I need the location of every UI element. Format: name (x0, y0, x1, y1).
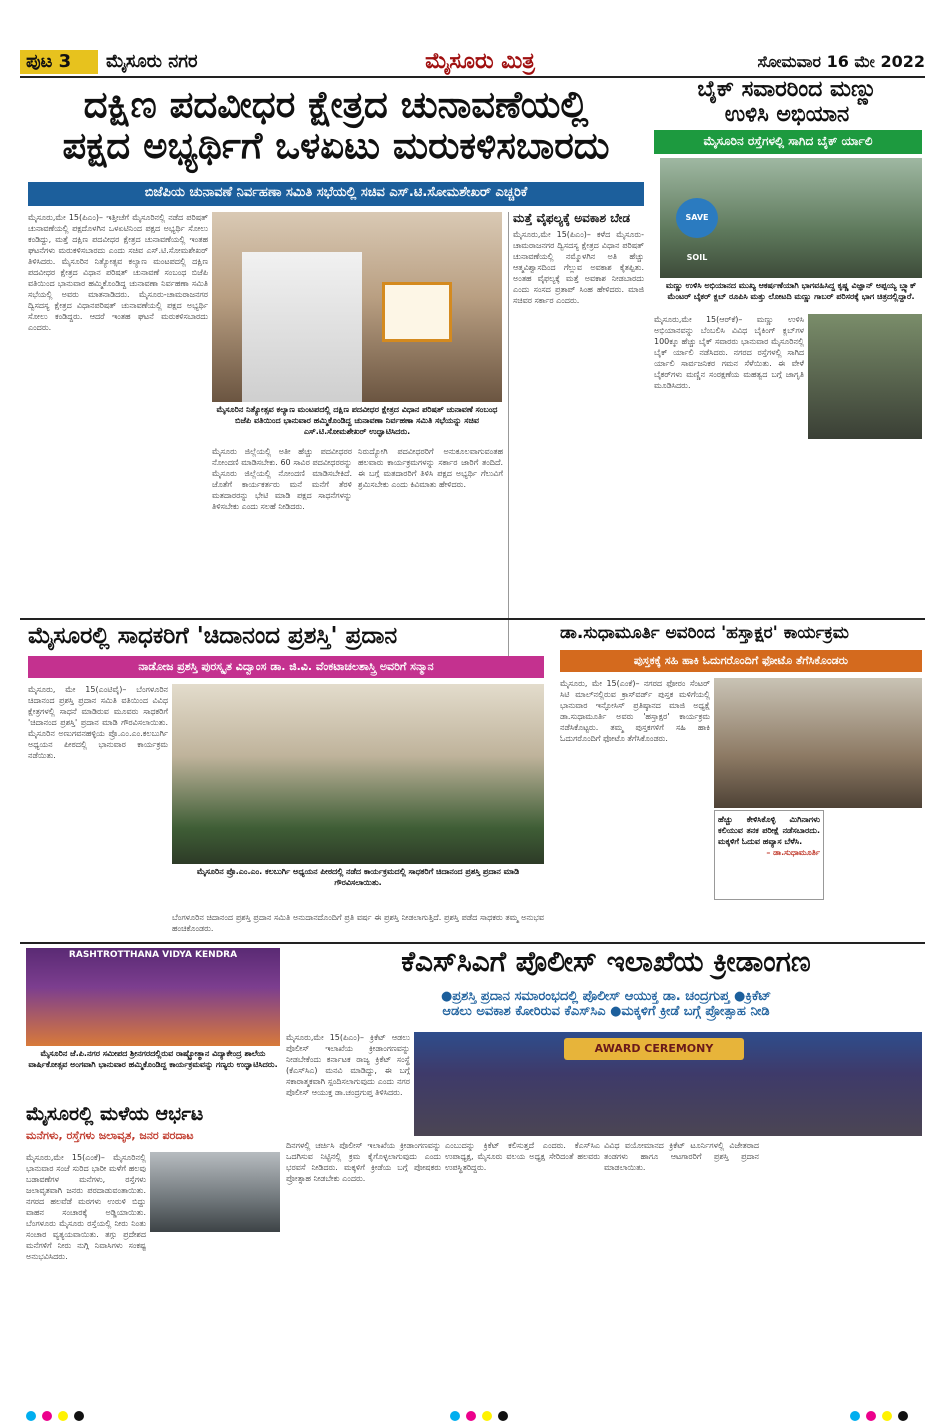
chidananda-headline: ಮೈಸೂರಲ್ಲಿ ಸಾಧಕರಿಗೆ 'ಚಿದಾನಂದ ಪ್ರಶಸ್ತಿ' ಪ್ರದಾನ (28, 623, 398, 649)
lead-body-col1: ಮೈಸೂರು,ಮೇ 15(ಪಿಎಂ)– ಇತ್ತೀಚೆಗೆ ಮೈಸೂರಿನಲ್ಲಿ ನಡೆದ ಪರಿಷತ್ ಚುನಾವಣೆಯಲ್ಲಿ ಪಕ್ಷದೊಳಗಿನ ಒಳಏಟಿನಿಂದ ಪಕ್ಷದ ಅಭ್ಯರ್ಥಿ ಸೋಲು ಕಂಡಿದ್ದು, ಮತ್ತೆ ದಕ್ಷಿಣ ಪದವೀಧರ ಕ್ಷೇತ್ರದ ಚುನಾವಣೆಯಲ್ಲಿ ಇಂತಹ ಘಟನೆಗಳು ಮರುಕಳಿಸಬಾರದು ಎಂದು ಸಚಿವ ಎಸ್.ಟಿ.ಸೋಮಶೇಖರ್ ತಿಳಿಸಿದರು. ಮೈಸೂರಿನ ನಿತ್ಯೋತ್ಸವ ಕಲ್ಯಾಣ ಮಂಟಪದಲ್ಲಿ ದಕ್ಷಿಣ ಪದವೀಧರ ಕ್ಷೇತ್ರದ ವಿಧಾನ ಪರಿಷತ್ ಚುನಾವಣೆ ಸಂಬಂಧ ಬಿಜೆಪಿ ವತಿಯಿಂದ ಭಾನುವಾರ ಹಮ್ಮಿಕೊಂಡಿದ್ದ ಚುನಾವಣಾ ನಿರ್ವಹಣಾ ಸಮಿತಿ ಸಭೆಯಲ್ಲಿ ಅವರು ಮಾತನಾಡಿದರು. ಮೈಸೂರು-ಚಾಮರಾಜನಗರ ದ್ವಿಸದಸ್ಯ ಕ್ಷೇತ್ರದ ವಿಧಾನಪರಿಷತ್ ಚುನಾವಣೆಯಲ್ಲಿ ಪಕ್ಷದ ಅಭ್ಯರ್ಥಿ ಸೋಲು ಕಂಡಿದ್ದರು. ಆದರೆ ಇಂತಹ ಘಟನೆ ಮರುಕಳಿಸಬಾರದು ಎಂದರು. (28, 213, 208, 332)
kids-banner: RASHTROTTHANA VIDYA KENDRA (68, 950, 238, 960)
sudha-photo (714, 678, 922, 808)
issue-date: ಸೋಮವಾರ 16 ಮೇ 2022 (757, 52, 925, 71)
bike-headline-line2: ಉಳಿಸಿ ಅಭಿಯಾನ (724, 101, 850, 127)
award-banner: AWARD CEREMONY (564, 1038, 744, 1060)
police-body-col3: ಎಂಬುದನ್ನು ಕ್ರಿಕೆಟ್ ಕಲಿಸುತ್ತದೆ ಎಂದರು. ಕೆಎಸ್‌ಸಿಎ ಉಪಾಧ್ಯಕ್ಷ, ಮೈಸೂರು ವಲಯ ಅಧ್ಯಕ್ಷ ಸೇರಿದಂತೆ ಹಲವರು ಉಪಸ್ಥಿತರಿದ್ದರು. (445, 1141, 600, 1172)
chidananda-photo-caption: ಮೈಸೂರಿನ ಪ್ರೊ.ಎಂ.ಎಂ. ಕಲಬುರ್ಗಿ ಅಧ್ಯಯನ ಪೀಠದಲ್ಲಿ ನಡೆದ ಕಾರ್ಯಕ್ರಮದಲ್ಲಿ ಸಾಧಕರಿಗೆ ಚಿದಾನಂದ ಪ್ರಶಸ್ತಿ ಪ್ರದಾನ ಮಾಡಿ ಗೌರವಿಸಲಾಯಿತು. (196, 867, 520, 887)
chidananda-body-col1: ಮೈಸೂರು, ಮೇ 15(ಎಂಟಿವೈ)– ಬೆಂಗಳೂರಿನ ಚಿದಾನಂದ ಪ್ರಶಸ್ತಿ ಪ್ರದಾನ ಸಮಿತಿ ವತಿಯಿಂದ ವಿವಿಧ ಕ್ಷೇತ್ರಗಳಲ್ಲಿ ಸಾಧನೆ ಮಾಡಿರುವ ಮೂವರು ಸಾಧಕರಿಗೆ 'ಚಿದಾನಂದ ಪ್ರಶಸ್ತಿ' ಪ್ರದಾನ ಮಾಡಿ ಗೌರವಿಸಲಾಯಿತು. ಮೈಸೂರಿನ ಅಣುಗವನಹಳ್ಳಿಯ ಪ್ರೊ.ಎಂ.ಎಂ.ಕಲಬುರ್ಗಿ ಅಧ್ಯಯನ ಪೀಠದಲ್ಲಿ ಭಾನುವಾರ ಕಾರ್ಯಕ್ರಮ ನಡೆಯಿತು. (28, 685, 168, 760)
sudha-quote-box (714, 810, 824, 900)
police-award-photo (414, 1032, 922, 1136)
page-number: ಪುಟ 3 (20, 50, 98, 74)
kids-event-photo (26, 948, 280, 1046)
chidananda-body-col2: ಬೆಂಗಳೂರಿನ ಚಿದಾನಂದ ಪ್ರಶಸ್ತಿ ಪ್ರದಾನ ಸಮಿತಿ ಅನುದಾನದೊಂದಿಗೆ ಪ್ರತಿ ವರ್ಷ ಈ ಪ್ರಶಸ್ತಿ ನೀಡಲಾಗುತ್ತಿದೆ. ಪ್ರಶಸ್ತಿ ಪಡೆದ ಸಾಧಕರು ತಮ್ಮ ಅನುಭವ ಹಂಚಿಕೊಂಡರು. (172, 913, 544, 933)
bike-subhead: ಮೈಸೂರಿನ ರಸ್ತೆಗಳಲ್ಲಿ ಸಾಗಿದ ಬೈಕ್ ರ್ಯಾಲಿ (654, 130, 922, 154)
rain-body: ಮೈಸೂರು,ಮೇ 15(ಎಂಕೆ)– ಮೈಸೂರಿನಲ್ಲಿ ಭಾನುವಾರ ಸಂಜೆ ಸುರಿದ ಭಾರೀ ಮಳೆಗೆ ಹಲವು ಬಡಾವಣೆಗಳ ಮನೆಗಳು, ರಸ್ತೆಗಳು ಜಲಾವೃತವಾಗಿ ಜನರು ಪರದಾಡುವಂತಾಯಿತು. ನಗರದ ಹಲವೆಡೆ ಮರಗಳು ಉರುಳಿ ಬಿದ್ದು ವಾಹನ ಸಂಚಾರಕ್ಕೆ ಅಡ್ಡಿಯಾಯಿತು. ಬೆಂಗಳೂರು ಮೈಸೂರು ರಸ್ತೆಯಲ್ಲಿ ನೀರು ನಿಂತು ಸಂಚಾರ ವ್ಯತ್ಯಯವಾಯಿತು. ತಗ್ಗು ಪ್ರದೇಶದ ಮನೆಗಳಿಗೆ ನೀರು ನುಗ್ಗಿ ನಿವಾಸಿಗಳು ಸಂಕಷ್ಟ ಅನುಭವಿಸಿದರು. (26, 1153, 146, 1261)
lead-photo-caption: ಮೈಸೂರಿನ ನಿತ್ಯೋತ್ಸವ ಕಲ್ಯಾಣ ಮಂಟಪದಲ್ಲಿ ದಕ್ಷಿಣ ಪದವೀಧರ ಕ್ಷೇತ್ರದ ವಿಧಾನ ಪರಿಷತ್ ಚುನಾವಣೆ ಸಂಬಂಧ ಬಿಜೆಪಿ ವತಿಯಿಂದ ಭಾನುವಾರ ಹಮ್ಮಿಕೊಂಡಿದ್ದ ಚುನಾವಣಾ ನಿರ್ವಹಣಾ ಸಮಿತಿ ಸಭೆಯನ್ನು ಸಚಿವ ಎಸ್.ಟಿ.ಸೋಮಶೇಖರ್ ಉದ್ಘಾಟಿಸಿದರು. (216, 405, 498, 436)
sudha-subhead: ಪುಸ್ತಕಕ್ಕೆ ಸಹಿ ಹಾಕಿ ಓದುಗರೊಂದಿಗೆ ಫೋಟೊ ತೆಗೆಸಿಕೊಂಡರು (560, 650, 922, 672)
police-subhead-2: ಆಡಲು ಅವಕಾಶ ಕೋರಿರುವ ಕೆಎಸ್‌ಸಿಎ ●ಮಕ್ಕಳಿಗೆ ಕ್ರೀಡೆ ಬಗ್ಗೆ ಪ್ರೋತ್ಸಾಹ ನೀಡಿ (442, 1003, 770, 1019)
registration-dots-right (850, 1406, 940, 1418)
sidebar-headline: ಮತ್ತೆ ವೈಫಲ್ಯಕ್ಕೆ ಅವಕಾಶ ಬೇಡ (513, 211, 630, 225)
registration-dots-left (26, 1406, 126, 1418)
police-body-col2: ದಿನಗಳಲ್ಲಿ ಚರ್ಚಿಸಿ ಪೊಲೀಸ್ ಇಲಾಖೆಯ ಕ್ರೀಡಾಂಗಣವನ್ನು ಒದಗಿಸುವ ನಿಟ್ಟಿನಲ್ಲಿ ಕ್ರಮ ಕೈಗೊಳ್ಳಲಾಗುವುದು ಎಂದು ಭರವಸೆ ನೀಡಿದರು. ಮಕ್ಕಳಿಗೆ ಕ್ರೀಡೆಯ ಬಗ್ಗೆ ಪೋಷಕರು ಪ್ರೋತ್ಸಾಹ ನೀಡಬೇಕು ಎಂದರು. (286, 1141, 441, 1183)
save-soil-sign: SAVE SOIL (676, 198, 718, 238)
lead-headline (30, 84, 642, 180)
bike-headline (652, 78, 922, 136)
lead-body-col3: ನಿರುದ್ಯೋಗಿ ಪದವೀಧರರಿಗೆ ಅನುಕೂಲವಾಗುವಂತಹ ಹಲವಾರು ಕಾರ್ಯಕ್ರಮಗಳನ್ನು ಸರ್ಕಾರ ಜಾರಿಗೆ ತಂದಿದೆ. ಈ ಬಗ್ಗೆ ಮತದಾರರಿಗೆ ತಿಳಿಸಿ ಪಕ್ಷದ ಅಭ್ಯರ್ಥಿ ಗೆಲುವಿಗೆ ಶ್ರಮಿಸಬೇಕು ಎಂದು ಕಿವಿಮಾತು ಹೇಳಿದರು. (358, 447, 503, 489)
section-name: ಮೈಸೂರು ನಗರ (106, 51, 198, 72)
rain-photo (150, 1152, 280, 1232)
masthead (20, 48, 925, 78)
lead-photo (212, 212, 502, 402)
bike-body: ಮೈಸೂರು,ಮೇ 15(ಆರ್‌ಕೆ)– ಮಣ್ಣು ಉಳಿಸಿ ಅಭಿಯಾನವನ್ನು ಬೆಂಬಲಿಸಿ ವಿವಿಧ ಬೈಕಿಂಗ್ ಕ್ಲಬ್‌ಗಳ 100ಕ್ಕೂ ಹೆಚ್ಚು ಬೈಕ್ ಸವಾರರು ಭಾನುವಾರ ಮೈಸೂರಿನಲ್ಲಿ ಬೈಕ್ ರ್ಯಾಲಿ ನಡೆಸಿದರು. ನಗರದ ರಸ್ತೆಗಳಲ್ಲಿ ಸಾಗಿದ ರ್ಯಾಲಿ ಸಾರ್ವಜನಿಕರ ಗಮನ ಸೆಳೆಯಿತು. ಈ ವೇಳೆ ಬೈಕರ್‌ಗಳು ಮಣ್ಣಿನ ಸಂರಕ್ಷಣೆಯ ಮಹತ್ವದ ಬಗ್ಗೆ ಜಾಗೃತಿ ಮೂಡಿಸಿದರು. (654, 315, 804, 390)
portrait-frame (382, 282, 452, 342)
police-body-col1: ಮೈಸೂರು,ಮೇ 15(ಪಿಎಂ)– ಕ್ರಿಕೆಟ್ ಆಡಲು ಪೊಲೀಸ್ ಇಲಾಖೆಯ ಕ್ರೀಡಾಂಗಣವನ್ನು ನೀಡಬೇಕೆಂದು ಕರ್ನಾಟಕ ರಾಜ್ಯ ಕ್ರಿಕೆಟ್ ಸಂಸ್ಥೆ (ಕೆಎಸ್‌ಸಿಎ) ಮನವಿ ಮಾಡಿದ್ದು, ಈ ಬಗ್ಗೆ ಸಕಾರಾತ್ಮಕವಾಗಿ ಸ್ಪಂದಿಸಲಾಗುವುದು ಎಂದು ನಗರ ಪೊಲೀಸ್ ಆಯುಕ್ತ ಡಾ.ಚಂದ್ರಗುಪ್ತ ತಿಳಿಸಿದರು. (286, 1033, 410, 1097)
section-divider-2 (20, 942, 925, 944)
sudha-headline: ಡಾ.ಸುಧಾಮೂರ್ತಿ ಅವರಿಂದ 'ಹಸ್ತಾಕ್ಷರ' ಕಾರ್ಯಕ್ರಮ (560, 623, 849, 643)
bike-rally-photo (808, 314, 922, 439)
police-headline: ಕೆಎಸ್‌ಸಿಎಗೆ ಪೊಲೀಸ್ ಇಲಾಖೆಯ ಕ್ರೀಡಾಂಗಣ (401, 945, 811, 978)
kids-photo-caption: ಮೈಸೂರಿನ ಜೆ.ಪಿ.ನಗರ ಸಮೀಪದ ಶ್ರೀನಗರದಲ್ಲಿರುವ ರಾಷ್ಟ್ರೋತ್ಥಾನ ವಿದ್ಯಾಕೇಂದ್ರ ಶಾಲೆಯ ವಾರ್ಷಿಕೋತ್ಸವ ಅಂಗವಾಗಿ ಭಾನುವಾರ ಹಮ್ಮಿಕೊಂಡಿದ್ದ ಕಾರ್ಯಕ್ರಮವನ್ನು ಗಣ್ಯರು ಉದ್ಘಾಟಿಸಿದರು. (28, 1049, 278, 1069)
police-subhead-1: ●ಪ್ರಶಸ್ತಿ ಪ್ರದಾನ ಸಮಾರಂಭದಲ್ಲಿ ಪೊಲೀಸ್ ಆಯುಕ್ತ ಡಾ. ಚಂದ್ರಗುಪ್ತ ●ಕ್ರಿಕೆಟ್ (440, 989, 772, 1004)
bike-photo-people (660, 158, 922, 278)
sudha-body: ಮೈಸೂರು, ಮೇ 15(ಎಂಕೆ)– ನಗರದ ಫೋರಂ ಸೆಂಟರ್ ಸಿಟಿ ಮಾಲ್‌ನಲ್ಲಿರುವ ಕ್ರಾಸ್‌ವರ್ಡ್ ಪುಸ್ತಕ ಮಳಿಗೆಯಲ್ಲಿ ಭಾನುವಾರ ಇನ್ಫೋಸಿಸ್ ಪ್ರತಿಷ್ಠಾನದ ಮಾಜಿ ಅಧ್ಯಕ್ಷೆ ಡಾ.ಸುಧಾಮೂರ್ತಿ ಅವರು 'ಹಸ್ತಾಕ್ಷರ' ಕಾರ್ಯಕ್ರಮ ನಡೆಸಿಕೊಟ್ಟರು. ತಮ್ಮ ಪುಸ್ತಕಗಳಿಗೆ ಸಹಿ ಹಾಕಿ ಓದುಗರೊಂದಿಗೆ ಫೋಟೊ ತೆಗೆಸಿಕೊಂಡರು. (560, 679, 710, 743)
bike-photo-caption: ಮಣ್ಣು ಉಳಿಸಿ ಅಭಿಯಾನದ ಮುಖ್ಯ ಆಕರ್ಷಣೆಯಾಗಿ ಭಾಗವಹಿಸಿದ್ದ ಕೃಷ್ಣ ವಿಜ್ಞಾನ್ ಅಪ್ಪಯ್ಯ ಬ್ಲ್ಯಾಕ್ ಮೆಂಟರ್ ಬೈಕರ್ ಕ್ಲಬ್ ರೂಪಿಸಿ ಮತ್ತು ಲೋಟದಿ ಮಣ್ಣು ಗಾಬರ್ ಪರಿಸರಕ್ಕೆ ಭಾಗ ಚಿತ್ರದಲ್ಲಿದ್ದಾರೆ. (665, 281, 917, 301)
police-subheads (286, 990, 926, 1026)
chidananda-subhead: ನಾಡೋಜ ಪ್ರಶಸ್ತಿ ಪುರಸ್ಕೃತ ವಿದ್ವಾಂಸ ಡಾ. ಜಿ.ವಿ. ವೆಂಕಟಾಚಲಶಾಸ್ತ್ರಿ ಅವರಿಗೆ ಸನ್ಮಾನ (28, 656, 544, 678)
rain-headline: ಮೈಸೂರಲ್ಲಿ ಮಳೆಯ ಆರ್ಭಟ (26, 1103, 204, 1125)
lead-headline-line2: ಪಕ್ಷದ ಅಭ್ಯರ್ಥಿಗೆ ಒಳಏಟು ಮರುಕಳಿಸಬಾರದು (62, 124, 610, 168)
lead-headline-line1: ದಕ್ಷಿಣ ಪದವೀಧರ ಕ್ಷೇತ್ರದ ಚುನಾವಣೆಯಲ್ಲಿ (83, 83, 589, 126)
chidananda-photo (172, 684, 544, 864)
people-group (242, 252, 362, 402)
rain-subhead: ಮನೆಗಳು, ರಸ್ತೆಗಳು ಜಲಾವೃತ, ಜನರ ಪರದಾಟ (26, 1129, 194, 1142)
registration-dots-center (450, 1406, 550, 1418)
sidebar-body: ಮೈಸೂರು,ಮೇ 15(ಪಿಎಂ)– ಕಳೆದ ಮೈಸೂರು-ಚಾಮರಾಜನಗರ ದ್ವಿಸದಸ್ಯ ಕ್ಷೇತ್ರದ ವಿಧಾನ ಪರಿಷತ್ ಚುನಾವಣೆಯಲ್ಲಿ ನಮ್ಮೊಳಗಿನ ಅತಿ ಹೆಚ್ಚು ಆತ್ಮವಿಶ್ವಾಸದಿಂದ ಗೆಲ್ಲುವ ಅವಕಾಶ ಕೈತಪ್ಪಿತು. ಅಂತಹ ವೈಫಲ್ಯಕ್ಕೆ ಮತ್ತೆ ಅವಕಾಶ ನೀಡಬಾರದು ಎಂದು ಸಂಸದ ಪ್ರತಾಪ್ ಸಿಂಹ ಹೇಳಿದರು. ಮಾಜಿ ಸಚಿವರ ಸರ್ಕಾರ ಎಂದರು. (513, 230, 644, 306)
sudha-quote-author: – ಡಾ.ಸುಧಾಮೂರ್ತಿ (766, 848, 820, 857)
newspaper-logo: ಮೈಸೂರು ಮಿತ್ರ (425, 49, 535, 74)
sidebar-story (508, 212, 644, 676)
lead-subhead: ಬಿಜೆಪಿಯ ಚುನಾವಣೆ ನಿರ್ವಹಣಾ ಸಮಿತಿ ಸಭೆಯಲ್ಲಿ ಸಚಿವ ಎಸ್.ಟಿ.ಸೋಮಶೇಖರ್ ಎಚ್ಚರಿಕೆ (28, 182, 644, 206)
bike-headline-line1: ಬೈಕ್ ಸವಾರರಿಂದ ಮಣ್ಣು (697, 77, 877, 102)
lead-body-col2: ಮೈಸೂರು ಜಿಲ್ಲೆಯಲ್ಲಿ ಅತೀ ಹೆಚ್ಚು ಪದವೀಧರರ ನೋಂದಣಿ ಮಾಡಿಸಬೇಕು. 60 ಸಾವಿರ ಪದವೀಧರರನ್ನು ಮೈಸೂರು ಜಿಲ್ಲೆಯಲ್ಲಿ ನೋಂದಣಿ ಮಾಡಿಸಬೇಕಿದೆ. ಜೊತೆಗೆ ಕಾರ್ಯಕರ್ತರು ಮನೆ ಮನೆಗೆ ತೆರಳಿ ಮತದಾರರನ್ನು ಭೇಟಿ ಮಾಡಿ ಪಕ್ಷದ ಸಾಧನೆಗಳನ್ನು ತಿಳಿಸಬೇಕು ಎಂದು ಸಲಹೆ ನೀಡಿದರು. (212, 447, 352, 511)
sudha-quote: ಹೆಚ್ಚು ಕೇಳಿಸಿಕೊಳ್ಳಿ ಮಿಗಿನಾಗಳು ಕಲಿಯುವ ತನಕ ಪರೀಕ್ಷೆ ನಡೆಸಬಾರದು. ಮಕ್ಕಳಿಗೆ ಓದುವ ಹವ್ಯಾಸ ಬೆಳೆಸಿ. (718, 815, 820, 846)
police-body-col4: ವಿವಿಧ ವಯೋಮಾನದ ಕ್ರಿಕೆಟ್ ಟೂರ್ನಿಗಳಲ್ಲಿ ವಿಜೇತರಾದ ತಂಡಗಳು ಹಾಗೂ ಆಟಗಾರರಿಗೆ ಪ್ರಶಸ್ತಿ ಪ್ರದಾನ ಮಾಡಲಾಯಿತು. (604, 1141, 759, 1172)
section-divider (20, 618, 925, 620)
